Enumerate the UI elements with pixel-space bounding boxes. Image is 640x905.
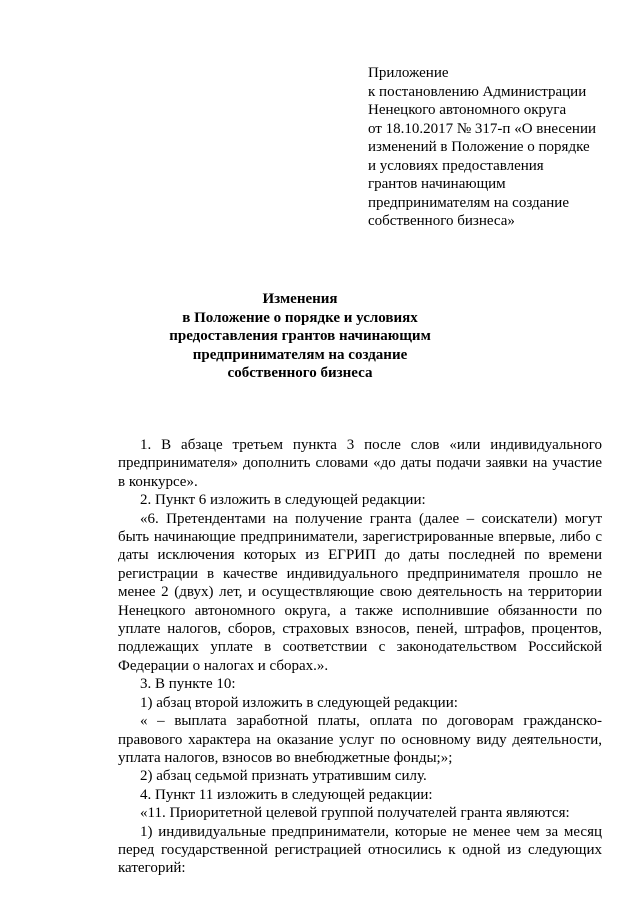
document-title xyxy=(120,290,480,383)
appendix-line: предпринимателям на создание xyxy=(368,194,569,211)
appendix-line: к постановлению Администрации xyxy=(368,83,587,100)
title-line: предпринимателям на создание xyxy=(192,346,408,363)
appendix-line: от 18.10.2017 № 317-п «О внесении xyxy=(368,120,596,137)
paragraph: 2) абзац седьмой признать утратившим силу. xyxy=(140,768,427,785)
paragraph: «6. Претендентами на получение гранта (далее – соискатели) могут быть начинающие предприниматели, зарегистрированные впервые, либо с даты исключения которых из ЕГРИП до даты последней по времени регистрации в качестве индивидуального предпринимателя прошло не менее 2 (двух) лет, и осуществляющие свою деятельность на территории Ненецкого автономного округа, а также исполнившие обязанности по уплате налогов, сборов, страховых взносов, пеней, штрафов, процентов, подлежащих уплате в соответствии с законодательством Российской Федерации о налогах и сборах.». xyxy=(118,510,602,674)
title-line: предоставления грантов начинающим xyxy=(169,328,431,344)
title-line: в Положение о порядке и условиях xyxy=(182,309,418,326)
paragraph: « – выплата заработной платы, оплата по договорам гражданско-правового характера на оказание услуг по основному виду деятельности, уплата налогов, взносов во внебюджетные фонды;»; xyxy=(118,713,602,766)
paragraph: 1) индивидуальные предприниматели, которые не менее чем за месяц перед государственной регистрацией относились к одной из следующих категорий: xyxy=(118,823,602,877)
document-body xyxy=(118,436,602,878)
appendix-line: и условиях предоставления xyxy=(368,157,544,174)
title-line: Изменения xyxy=(262,291,338,307)
appendix-line: изменений в Положение о порядке xyxy=(368,139,590,155)
paragraph: 1. В абзаце третьем пункта 3 после слов «или индивидуального предпринимателя» дополнить словами «до даты подачи заявки на участие в конкурсе». xyxy=(118,437,602,490)
title-line: собственного бизнеса xyxy=(227,365,373,381)
paragraph: 1) абзац второй изложить в следующей редакции: xyxy=(140,694,458,711)
appendix-header xyxy=(368,64,608,231)
appendix-line: Ненецкого автономного округа xyxy=(368,102,567,118)
appendix-line: Приложение xyxy=(368,65,449,81)
paragraph: 4. Пункт 11 изложить в следующей редакции: xyxy=(140,786,433,803)
appendix-line: грантов начинающим xyxy=(368,176,506,192)
appendix-line: собственного бизнеса» xyxy=(368,213,515,229)
paragraph: 2. Пункт 6 изложить в следующей редакции: xyxy=(140,492,426,509)
paragraph: 3. В пункте 10: xyxy=(140,676,236,693)
paragraph: «11. Приоритетной целевой группой получателей гранта являются: xyxy=(140,805,570,822)
